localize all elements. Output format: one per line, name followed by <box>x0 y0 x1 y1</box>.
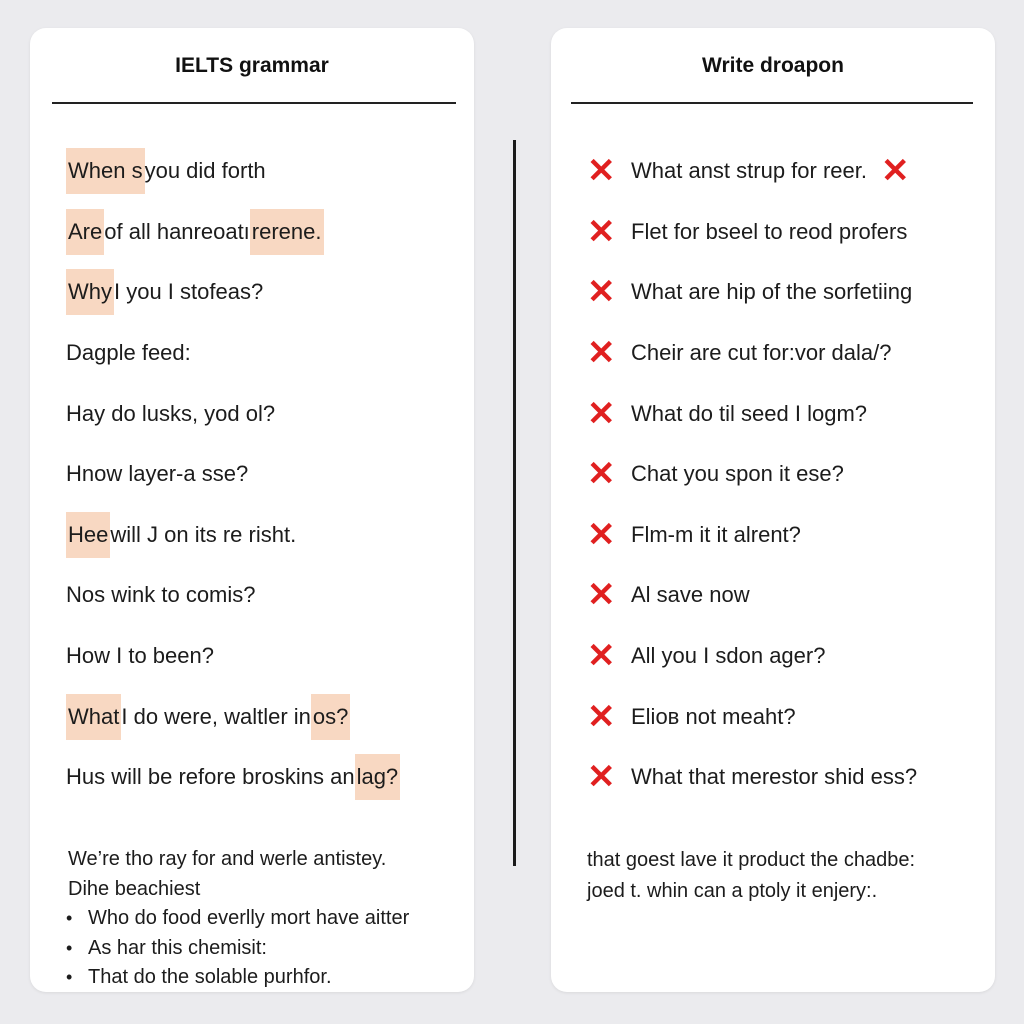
bullet-item <box>66 934 464 964</box>
bullet-item <box>66 963 464 993</box>
note-line: joed t. whin can a ptoly it enjery:. <box>587 880 878 902</box>
sentence-text: Dagple feed: <box>66 340 191 366</box>
x-mark-icon: ✕ <box>587 515 616 554</box>
sentence-row <box>66 626 464 687</box>
sentence-row <box>66 747 464 808</box>
sentence-text: Flet for bseel to reod profers <box>631 218 908 244</box>
grammar-panel <box>30 28 474 992</box>
sentence-text: Elioв not meaht? <box>631 703 796 729</box>
footer-note <box>587 845 985 907</box>
sentence-text: Hus will be refore broskins an <box>66 764 355 790</box>
sentence-row <box>66 202 464 263</box>
incorrect-row <box>587 565 985 626</box>
sentence-text: I do were, waltler in <box>121 703 311 729</box>
sentence-text: will J on its re risht. <box>110 521 297 547</box>
note-line: Dihe beachiest <box>68 878 201 900</box>
sentence-text: What anst strup for reer. <box>631 158 867 184</box>
sentence-text: Al save now <box>631 582 750 608</box>
grammar-panel-title: IELTS grammar <box>175 54 329 77</box>
x-mark-icon: ✕ <box>587 758 616 797</box>
sentence-text: All you I sdon ager? <box>631 643 826 669</box>
highlighted-text: What <box>66 694 121 740</box>
bullet-text: As har this chemisit: <box>88 936 267 959</box>
highlighted-text: When s <box>66 148 145 194</box>
incorrect-row <box>587 626 985 687</box>
title-divider <box>571 102 973 104</box>
sentence-text: of all hanreoatı <box>104 218 250 244</box>
sentence-text: Hnow layer-a sse? <box>66 461 249 487</box>
incorrect-row <box>587 444 985 505</box>
center-divider <box>513 140 516 866</box>
incorrect-row <box>587 323 985 384</box>
incorrect-sentence-list <box>587 141 985 808</box>
incorrect-row <box>587 141 985 202</box>
incorrect-row <box>587 747 985 808</box>
sentence-text: What do til seed I logm? <box>631 400 868 426</box>
incorrect-row <box>587 686 985 747</box>
incorrect-row <box>587 505 985 566</box>
highlighted-text: rerene. <box>250 209 324 255</box>
sentence-text: What that merestor shid ess? <box>631 764 918 790</box>
x-mark-icon: ✕ <box>587 637 616 676</box>
x-mark-icon: ✕ <box>587 334 616 373</box>
x-mark-icon: ✕ <box>587 697 616 736</box>
sentence-text: Cheir are cut for:vor dala/? <box>631 340 892 366</box>
sentence-row <box>66 141 464 202</box>
incorrect-row <box>587 262 985 323</box>
bullet-item <box>66 904 464 934</box>
x-mark-icon: ✕ <box>587 394 616 433</box>
incorrect-row <box>587 202 985 263</box>
sentence-row <box>66 505 464 566</box>
highlighted-text: Are <box>66 209 104 255</box>
x-mark-icon: ✕ <box>587 152 616 191</box>
sentence-text: Nos wink to comis? <box>66 582 256 608</box>
bullet-text: Who do food everlly mort have aitter <box>88 907 410 930</box>
x-mark-icon: ✕ <box>587 576 616 615</box>
highlighted-text: lag? <box>355 754 401 800</box>
sentence-text: you did forth <box>144 158 266 184</box>
bullet-dot: • <box>66 908 73 929</box>
corrections-panel-title: Write droapon <box>702 54 844 77</box>
highlighted-text: Hee <box>66 512 110 558</box>
x-mark-icon: ✕ <box>587 455 616 494</box>
sentence-row <box>66 262 464 323</box>
sentence-row <box>66 383 464 444</box>
sentence-text: Hay do lusks, yod ol? <box>66 400 276 426</box>
highlighted-text: os? <box>311 694 350 740</box>
sentence-text: Chat you spon it ese? <box>631 461 844 487</box>
sentence-row <box>66 565 464 626</box>
sentence-row <box>66 444 464 505</box>
highlighted-text: Why <box>66 269 114 315</box>
bullet-list <box>66 904 464 993</box>
sentence-text: What are hip of the sorfetiing <box>631 279 913 305</box>
note-line: that goest lave it product the chadbe: <box>587 849 915 871</box>
sentence-row <box>66 323 464 384</box>
corrections-panel <box>551 28 995 992</box>
x-mark-icon: ✕ <box>587 212 616 251</box>
bullet-dot: • <box>66 937 73 958</box>
sentence-text: I you I stofeas? <box>114 279 264 305</box>
sentence-text: How I to been? <box>66 643 214 669</box>
x-mark-icon: ✕ <box>880 152 910 191</box>
x-mark-icon: ✕ <box>587 273 616 312</box>
note-line: We’re tho ray for and werle antistey. <box>68 848 387 870</box>
grammar-sentence-list <box>66 141 464 808</box>
incorrect-row <box>587 383 985 444</box>
bullet-dot: • <box>66 967 73 988</box>
title-divider <box>52 102 456 104</box>
bullet-text: That do the solable purhfor. <box>88 966 332 989</box>
sentence-row <box>66 686 464 747</box>
sentence-text: Flm-m it it alrent? <box>631 521 801 547</box>
